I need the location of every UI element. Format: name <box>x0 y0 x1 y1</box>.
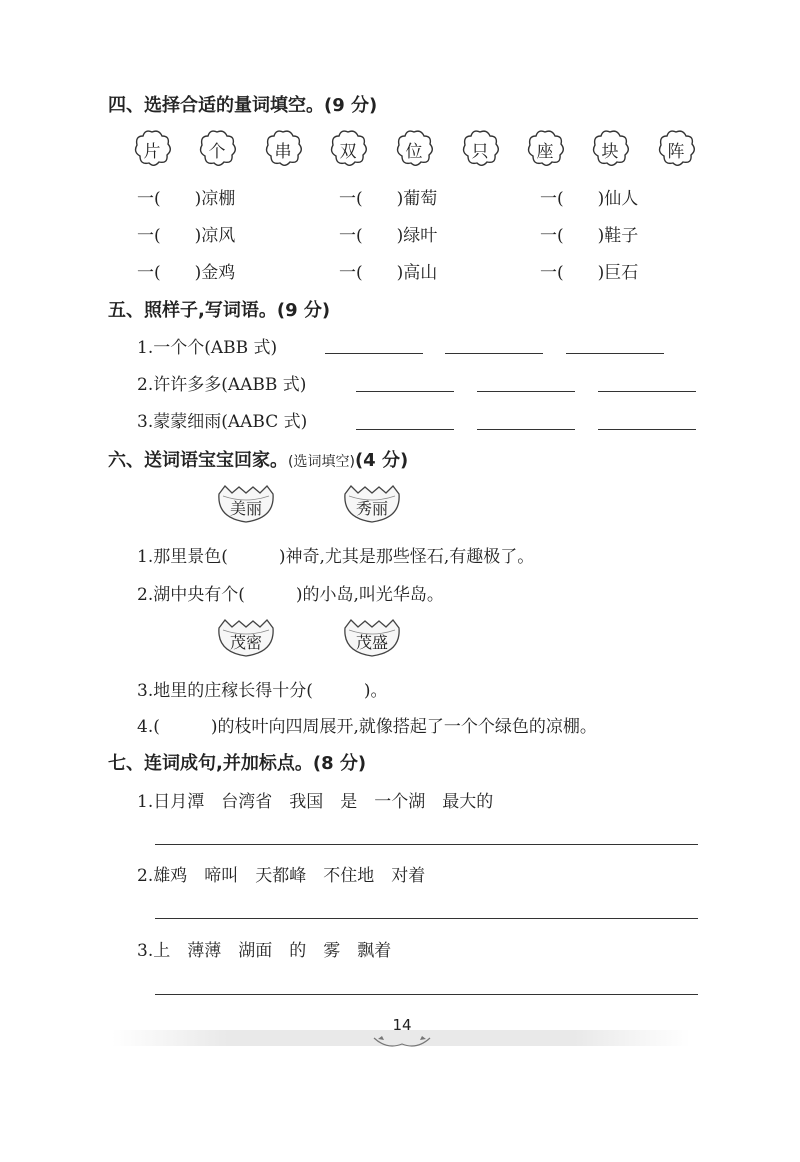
fill-item: 一( )巨石 <box>540 263 639 283</box>
option-character: 串 <box>274 142 292 162</box>
word-option: 茂盛 <box>355 633 388 652</box>
section5-title: 五、照样子,写词语。(9 分) <box>108 300 331 321</box>
section6-title-score: (4 分) <box>354 450 409 471</box>
answer-line[interactable] <box>477 391 575 392</box>
section6-title <box>108 446 408 472</box>
option-character: 个 <box>208 142 226 162</box>
word-option: 茂密 <box>229 633 262 652</box>
answer-line[interactable] <box>445 353 543 354</box>
fill-item: 一( )鞋子 <box>540 226 639 246</box>
word-group: 2.雄鸡 啼叫 天都峰 不住地 对着 <box>137 866 426 886</box>
answer-line[interactable] <box>598 429 696 430</box>
option-character: 只 <box>471 142 489 162</box>
option-character: 块 <box>601 142 619 162</box>
word-bowl <box>215 618 277 658</box>
option-flower <box>590 128 630 168</box>
section6-title-main: 六、送词语宝宝回家。 <box>108 450 288 471</box>
option-character: 座 <box>536 142 554 162</box>
section6-title-note: (选词填空) <box>288 454 355 470</box>
answer-line[interactable] <box>566 353 664 354</box>
option-flower <box>263 128 303 168</box>
page-number: 14 <box>392 1016 412 1034</box>
option-flower <box>394 128 434 168</box>
sentence-answer-line[interactable] <box>155 918 698 919</box>
option-flower <box>460 128 500 168</box>
word-group: 1.日月潭 台湾省 我国 是 一个湖 最大的 <box>137 792 494 812</box>
option-flower <box>656 128 696 168</box>
option-character: 阵 <box>667 142 685 162</box>
word-option: 美丽 <box>229 499 262 518</box>
word-bowl <box>341 618 403 658</box>
word-pattern-item: 2.许许多多(AABB 式) <box>137 375 307 395</box>
fill-item: 一( )凉棚 <box>137 189 236 209</box>
sentence-answer-line[interactable] <box>155 844 698 845</box>
fill-item: 一( )绿叶 <box>339 226 438 246</box>
word-bowl <box>215 484 277 524</box>
fill-sentence: 3.地里的庄稼长得十分( )。 <box>137 681 388 701</box>
answer-line[interactable] <box>325 353 423 354</box>
fill-sentence: 4.( )的枝叶向四周展开,就像搭起了一个个绿色的凉棚。 <box>137 717 597 737</box>
word-option: 秀丽 <box>355 499 388 518</box>
section4-title: 四、选择合适的量词填空。(9 分) <box>108 95 378 116</box>
fill-sentence: 2.湖中央有个( )的小岛,叫光华岛。 <box>137 585 444 605</box>
fill-item: 一( )金鸡 <box>137 263 236 283</box>
option-flower <box>132 128 172 168</box>
word-group: 3.上 薄薄 湖面 的 雾 飘着 <box>137 941 392 961</box>
section7-title: 七、连词成句,并加标点。(8 分) <box>108 753 367 774</box>
option-character: 片 <box>143 142 161 162</box>
option-flower <box>328 128 368 168</box>
word-bowl <box>341 484 403 524</box>
word-pattern-item: 1.一个个(ABB 式) <box>137 338 278 358</box>
sentence-answer-line[interactable] <box>155 994 698 995</box>
answer-line[interactable] <box>477 429 575 430</box>
word-pattern-item: 3.蒙蒙细雨(AABC 式) <box>137 412 308 432</box>
fill-item: 一( )葡萄 <box>339 189 438 209</box>
option-character: 双 <box>339 142 357 162</box>
fill-item: 一( )仙人 <box>540 189 639 209</box>
fill-item: 一( )凉风 <box>137 226 236 246</box>
fill-sentence: 1.那里景色( )神奇,尤其是那些怪石,有趣极了。 <box>137 547 535 567</box>
answer-line[interactable] <box>356 391 454 392</box>
option-character: 位 <box>405 142 423 162</box>
answer-line[interactable] <box>356 429 454 430</box>
fill-item: 一( )高山 <box>339 263 438 283</box>
option-flower <box>197 128 237 168</box>
answer-line[interactable] <box>598 391 696 392</box>
option-flower <box>525 128 565 168</box>
